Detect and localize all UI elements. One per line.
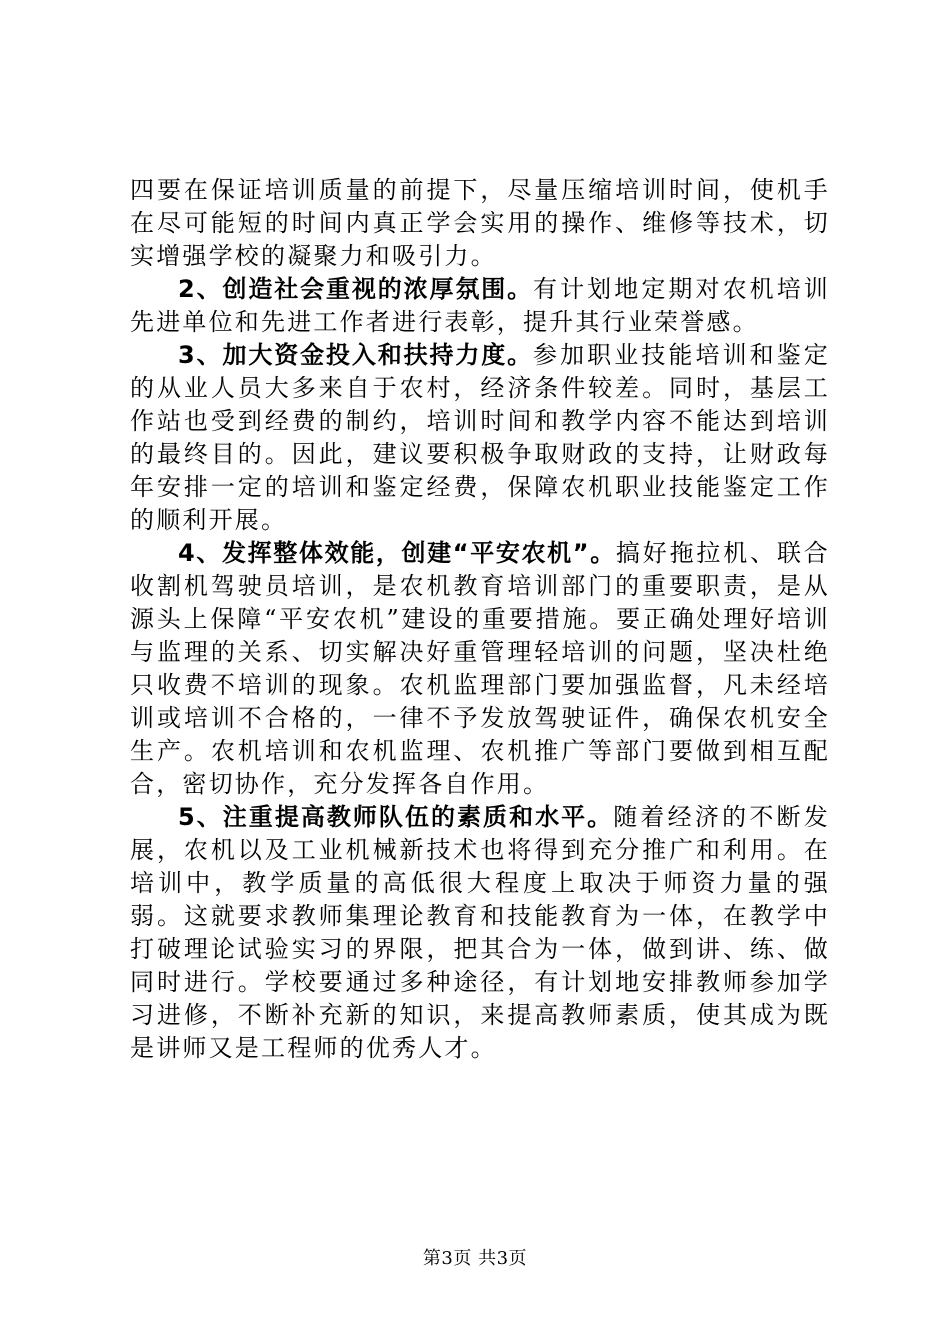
paragraph-text: 随着经济的不断发展，农机以及工业机械新技术也将得到充分推广和利用。在培训中，教学质量的高低很大程度上取决于师资力量的强弱。这就要求教师集理论教育和技能教育为一体，在教学中打破理论试验实习的界限，把其合为一体，做到讲、练、做同时进行。学校要通过多种途径，有计划地安排教师参加学习进修，不断补充新的知识，来提高教师素质，使其成为既是讲师又是工程师的优秀人才。	[130, 803, 830, 1062]
paragraph-text: 参加职业技能培训和鉴定的从业人员大多来自于农村，经济条件较差。同时，基层工作站也受到经费的制约，培训时间和教学内容不能达到培训的最终目的。因此，建议要积极争取财政的支持，让财政每年安排一定的培训和鉴定经费，保障农机职业技能鉴定工作的顺利开展。	[130, 341, 831, 534]
document-body	[130, 174, 830, 1065]
paragraph-item-5	[130, 801, 830, 1065]
paragraph-item-4	[130, 537, 830, 801]
paragraph-item-3	[130, 339, 830, 537]
paragraph-item-2	[130, 273, 830, 339]
paragraph-heading: 2、创造社会重视的浓厚氛围。	[178, 275, 534, 303]
page-number: 第3页 共3页	[422, 1248, 528, 1269]
paragraph-heading: 3、加大资金投入和扶持力度。	[178, 341, 534, 369]
paragraph-text: 有计划地定期对农机培训先进单位和先进工作者进行表彰，提升其行业荣誉感。	[130, 275, 831, 336]
paragraph-text: 搞好拖拉机、联合收割机驾驶员培训，是农机教育培训部门的重要职责，是从源头上保障“平安农机”建设的重要措施。要正确处理好培训与监理的关系、切实解决好重管理轻培训的问题，坚决杜绝只收费不培训的现象。农机监理部门要加强监督，凡未经培训或培训不合格的，一律不予发放驾驶证件，确保农机安全生产。农机培训和农机监理、农机推广等部门要做到相互配合，密切协作，充分发挥各自作用。	[130, 539, 830, 798]
paragraph-heading: 5、注重提高教师队伍的素质和水平。	[178, 803, 614, 831]
page-footer	[0, 1244, 950, 1270]
paragraph-continuation	[130, 174, 830, 273]
paragraph-text: 四要在保证培训质量的前提下，尽量压缩培训时间，使机手在尽可能短的时间内真正学会实用的操作、维修等技术，切实增强学校的凝聚力和吸引力。	[130, 176, 830, 270]
paragraph-heading: 4、发挥整体效能，创建“平安农机”。	[178, 539, 616, 567]
